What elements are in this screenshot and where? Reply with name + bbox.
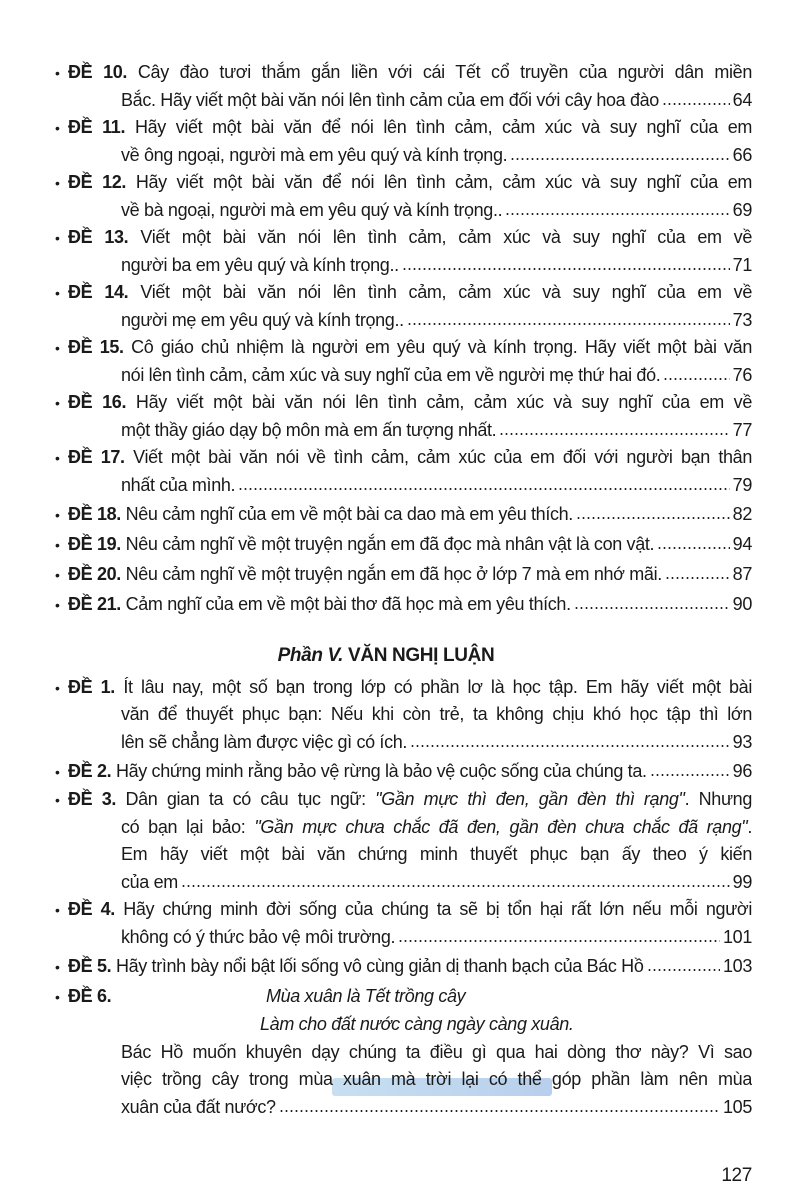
- entry-line: [121, 1094, 752, 1122]
- line-text: người ba em yêu quý và kính trọng..: [121, 254, 399, 275]
- line-text: Viết một bài văn nói lên tình cảm, cảm xúc và suy nghĩ của em về: [140, 282, 752, 302]
- entry-line: [55, 529, 752, 559]
- line-text: Em hãy viết một bài văn chứng minh thuyết phục bạn ấy theo ý kiến: [121, 844, 752, 864]
- entry-line: [121, 307, 752, 335]
- entry-line: [55, 896, 752, 924]
- page-ref: 105: [723, 1096, 752, 1117]
- line-text: xuân của đất nước?: [121, 1096, 276, 1117]
- line-content: [121, 817, 752, 837]
- entry-line: [55, 756, 752, 786]
- line-text: Cây đào tươi thắm gắn liền với cái Tết cổ truyền của người dân miền: [137, 62, 752, 82]
- entry-line: [55, 499, 752, 529]
- section-heading: [55, 642, 752, 670]
- line-content: [121, 924, 395, 952]
- line-content: [121, 729, 407, 757]
- line-text: Hãy viết một bài văn để nói lên tình cảm, cảm xúc và suy nghĩ của em: [135, 172, 752, 192]
- entry-label: ĐỀ 10.: [68, 62, 128, 82]
- entry-label: ĐỀ 2.: [68, 761, 112, 781]
- dot-leader: [181, 884, 730, 888]
- line-text: nhất của mình.: [121, 474, 236, 495]
- entry-line: [55, 674, 752, 702]
- entry-line: [55, 279, 752, 307]
- page-ref: 79: [732, 474, 752, 495]
- entry-line: [55, 589, 752, 619]
- entry-label: ĐỀ 15.: [68, 337, 124, 357]
- line-content: [55, 392, 752, 412]
- bullet-icon: •: [55, 340, 60, 356]
- bullet-icon: •: [55, 902, 60, 918]
- bullet-icon: •: [55, 395, 60, 411]
- entry-label: ĐỀ 14.: [68, 282, 129, 302]
- line-content: [121, 417, 496, 445]
- line-text: việc trồng cây trong mùa xuân mà trời lại có thể góp phần làm nên mùa: [121, 1069, 752, 1089]
- entry-line: [121, 142, 752, 170]
- bullet-icon: •: [55, 567, 60, 583]
- entry-label: ĐỀ 19.: [68, 534, 121, 554]
- line-content: [55, 951, 644, 982]
- entry-line: [121, 197, 752, 225]
- dot-leader: [650, 773, 730, 777]
- bullet-icon: •: [55, 679, 60, 696]
- entry-line: [55, 224, 752, 252]
- table-of-contents: [55, 59, 752, 1121]
- entry-line: [121, 87, 752, 115]
- entry-line: [55, 951, 752, 981]
- line-content: [121, 844, 752, 864]
- entry-line: [55, 786, 752, 814]
- line-text: về ông ngoại, người mà em yêu quý và kính trọng.: [121, 144, 508, 165]
- line-text: Nêu cảm nghĩ về một truyện ngắn em đã đọc mà nhân vật là con vật.: [125, 534, 655, 554]
- toc-entry: [55, 756, 752, 786]
- bullet-icon: •: [55, 450, 60, 466]
- bullet-icon: •: [55, 175, 60, 191]
- dot-leader: [663, 377, 729, 381]
- entry-label: ĐỀ 6.: [68, 986, 112, 1006]
- line-content: [55, 756, 647, 787]
- line-content: [55, 172, 752, 192]
- line-content: [55, 117, 752, 137]
- line-content: [121, 307, 404, 335]
- line-text: Nêu cảm nghĩ về một truyện ngắn em đã học ở lớp 7 mà em nhớ mãi.: [125, 564, 662, 584]
- line-content: [121, 472, 235, 500]
- bullet-icon: •: [55, 285, 60, 301]
- bullet-icon: •: [55, 764, 60, 780]
- line-content: [55, 559, 662, 590]
- page-ref: 87: [732, 564, 752, 584]
- entry-line: [121, 814, 752, 842]
- page-ref: 94: [732, 534, 752, 554]
- text-segment: Dân gian ta có câu tục ngữ:: [125, 789, 376, 809]
- line-content: [121, 1069, 752, 1089]
- page-ref: 73: [732, 309, 752, 330]
- entry-label: ĐỀ 3.: [68, 789, 117, 809]
- dot-leader: [574, 606, 730, 610]
- page-ref: 69: [732, 199, 752, 220]
- line-text: Hãy trình bày nổi bật lối sống vô cùng giản dị thanh bạch của Bác Hồ: [115, 956, 644, 976]
- toc-entry: [55, 559, 752, 589]
- verse-line: Làm cho đất nước càng ngày càng xuân.: [260, 1013, 574, 1034]
- toc-entry: [55, 786, 752, 896]
- toc-entry: [55, 334, 752, 389]
- dot-leader: [505, 212, 729, 216]
- text-segment: .: [747, 816, 752, 837]
- text-segment: "Gần mực chưa chắc đã đen, gần đèn chưa chắc đã rạng": [254, 816, 748, 837]
- toc-entry: [55, 169, 752, 224]
- entry-line: [55, 559, 752, 589]
- toc-entry: [55, 389, 752, 444]
- dot-leader: [665, 576, 730, 580]
- entry-label: ĐỀ 18.: [68, 504, 121, 524]
- toc-entry: [55, 896, 752, 951]
- dot-leader: [576, 516, 730, 520]
- entry-line: [55, 114, 752, 142]
- line-content: [121, 1094, 276, 1122]
- line-content: [121, 869, 178, 897]
- toc-entry: [55, 529, 752, 559]
- page-ref: 103: [723, 956, 752, 976]
- text-segment: có bạn lại bảo:: [121, 816, 255, 837]
- page-ref: 90: [732, 594, 752, 614]
- dot-leader: [647, 968, 721, 972]
- page-ref: 96: [732, 761, 752, 781]
- line-text: Ít lâu nay, một số bạn trong lớp có phần lơ là học tập. Em hãy viết một bài: [123, 676, 752, 697]
- toc-entry: [55, 951, 752, 981]
- entry-line: [121, 1039, 752, 1067]
- line-content: [121, 197, 502, 225]
- line-content: [55, 282, 752, 302]
- entry-line: [55, 389, 752, 417]
- entry-label: ĐỀ 11.: [68, 117, 126, 137]
- line-content: [55, 899, 752, 919]
- line-content: [55, 789, 752, 809]
- dot-leader: [410, 744, 730, 748]
- dot-leader: [510, 157, 729, 161]
- line-content: [121, 362, 660, 390]
- line-content: [55, 677, 752, 697]
- line-text: Nêu cảm nghĩ của em về một bài ca dao mà em yêu thích.: [125, 504, 573, 524]
- line-text: Hãy viết một bài văn nói lên tình cảm, cảm xúc và suy nghĩ của em về: [135, 392, 752, 412]
- entry-line: [55, 169, 752, 197]
- line-content: [55, 447, 752, 467]
- toc-entry: [55, 444, 752, 499]
- entry-label: ĐỀ 16.: [68, 392, 127, 412]
- line-content: [55, 589, 571, 620]
- page-ref: 66: [732, 144, 752, 165]
- dot-leader: [279, 1109, 720, 1113]
- heading-part: Phần V.: [277, 645, 344, 666]
- entry-line: [55, 444, 752, 472]
- line-text: Viết một bài văn nói về tình cảm, cảm xúc của em đối với người bạn thân: [133, 447, 752, 467]
- toc-entry: [55, 114, 752, 169]
- line-text: của em: [121, 871, 178, 892]
- dot-leader: [398, 939, 720, 943]
- page-number: 127: [721, 1165, 752, 1186]
- entry-label: ĐỀ 1.: [68, 676, 115, 697]
- dot-leader: [407, 322, 730, 326]
- line-content: [121, 704, 752, 724]
- bullet-icon: •: [55, 597, 60, 613]
- page-ref: 64: [732, 89, 752, 110]
- toc-entry: [55, 279, 752, 334]
- line-text: Cô giáo chủ nhiệm là người em yêu quý và kính trọng. Hãy viết một bài văn: [131, 337, 752, 357]
- line-text: Bắc. Hãy viết một bài văn nói lên tình cảm của em đối với cây hoa đào: [121, 89, 659, 110]
- line-content: [55, 529, 654, 560]
- entry-line: [121, 869, 752, 897]
- heading-title: VĂN NGHỊ LUẬN: [348, 645, 495, 666]
- dot-leader: [402, 267, 730, 271]
- dot-leader: [238, 487, 729, 491]
- toc-entry: [55, 589, 752, 619]
- page-ref: 82: [732, 504, 752, 524]
- entry-line: [121, 701, 752, 729]
- entry-label: ĐỀ 12.: [68, 172, 127, 192]
- entry-line: [55, 334, 752, 362]
- text-segment: . Nhưng: [684, 789, 752, 809]
- entry-line: [121, 252, 752, 280]
- bullet-icon: •: [55, 959, 60, 975]
- dot-leader: [499, 432, 729, 436]
- page-ref: 101: [723, 926, 752, 947]
- text-segment: "Gần mực thì đen, gần đèn thì rạng": [375, 789, 685, 809]
- toc-entry: [55, 499, 752, 529]
- line-text: Viết một bài văn nói lên tình cảm, cảm xúc và suy nghĩ của em về: [140, 227, 752, 247]
- line-content: [55, 337, 752, 357]
- bullet-icon: •: [55, 120, 60, 136]
- entry-line: [121, 1066, 752, 1094]
- line-text: lên sẽ chẳng làm được việc gì có ích.: [121, 731, 408, 752]
- line-text: Hãy chứng minh đời sống của chúng ta sẽ bị tổn hại rất lớn nếu mỗi người: [123, 899, 752, 919]
- entry-label: ĐỀ 21.: [68, 594, 121, 614]
- part-5-entries: [55, 674, 752, 1122]
- line-content: [55, 62, 752, 82]
- line-content: [121, 1042, 752, 1062]
- entry-label: ĐỀ 4.: [68, 899, 115, 919]
- entry-label: ĐỀ 20.: [68, 564, 121, 584]
- entry-line: [121, 362, 752, 390]
- line-content: [55, 499, 573, 530]
- toc-entry: [55, 674, 752, 757]
- toc-entry: [55, 59, 752, 114]
- verse-line: Mùa xuân là Tết trồng cây: [265, 986, 466, 1006]
- page-ref: 76: [732, 364, 752, 385]
- line-content: [121, 142, 507, 170]
- line-text: không có ý thức bảo vệ môi trường.: [121, 926, 396, 947]
- page-ref: 93: [732, 731, 752, 752]
- entry-line: [55, 59, 752, 87]
- entry-line: [121, 924, 752, 952]
- toc-entry: [55, 224, 752, 279]
- line-text: người mẹ em yêu quý và kính trọng..: [121, 309, 404, 330]
- line-content: [55, 227, 752, 247]
- line-text: nói lên tình cảm, cảm xúc và suy nghĩ của em về người mẹ thứ hai đó.: [121, 364, 661, 385]
- entry-label: ĐỀ 13.: [68, 227, 129, 247]
- entry-line: [121, 472, 752, 500]
- toc-entry: [55, 981, 752, 1121]
- part-4-entries: [55, 59, 752, 619]
- line-text: Hãy viết một bài văn để nói lên tình cảm, cảm xúc và suy nghĩ của em: [134, 117, 752, 137]
- bullet-icon: •: [55, 230, 60, 246]
- line-content: [121, 87, 659, 115]
- line-text: về bà ngoại, người mà em yêu quý và kính trọng..: [121, 199, 503, 220]
- line-content: [121, 252, 399, 280]
- entry-label-row: [55, 981, 752, 1009]
- line-text: Bác Hồ muốn khuyên dạy chúng ta điều gì qua hai dòng thơ này? Vì sao: [121, 1041, 752, 1062]
- bullet-icon: •: [55, 989, 60, 1005]
- bullet-icon: •: [55, 537, 60, 553]
- line-text: Hãy chứng minh rằng bảo vệ rừng là bảo vệ cuộc sống của chúng ta.: [115, 761, 647, 781]
- entry-label: ĐỀ 5.: [68, 956, 112, 976]
- bullet-icon: •: [55, 65, 60, 81]
- entry-line: [121, 841, 752, 869]
- dot-leader: [657, 546, 730, 550]
- bullet-icon: •: [55, 507, 60, 523]
- line-text: văn để thuyết phục bạn: Nếu khi còn trẻ, ta không chịu khó học tập thì lớn: [121, 704, 752, 724]
- page-ref: 99: [732, 871, 752, 892]
- line-text: một thầy giáo dạy bộ môn mà em ấn tượng nhất.: [121, 419, 497, 440]
- bullet-icon: •: [55, 792, 60, 808]
- page-ref: 77: [732, 419, 752, 440]
- dot-leader: [662, 102, 730, 106]
- entry-line: [121, 417, 752, 445]
- line-text: Cảm nghĩ của em về một bài thơ đã học mà em yêu thích.: [125, 594, 571, 614]
- entry-line: [121, 729, 752, 757]
- entry-label: ĐỀ 17.: [68, 447, 125, 467]
- page-ref: 71: [732, 254, 752, 275]
